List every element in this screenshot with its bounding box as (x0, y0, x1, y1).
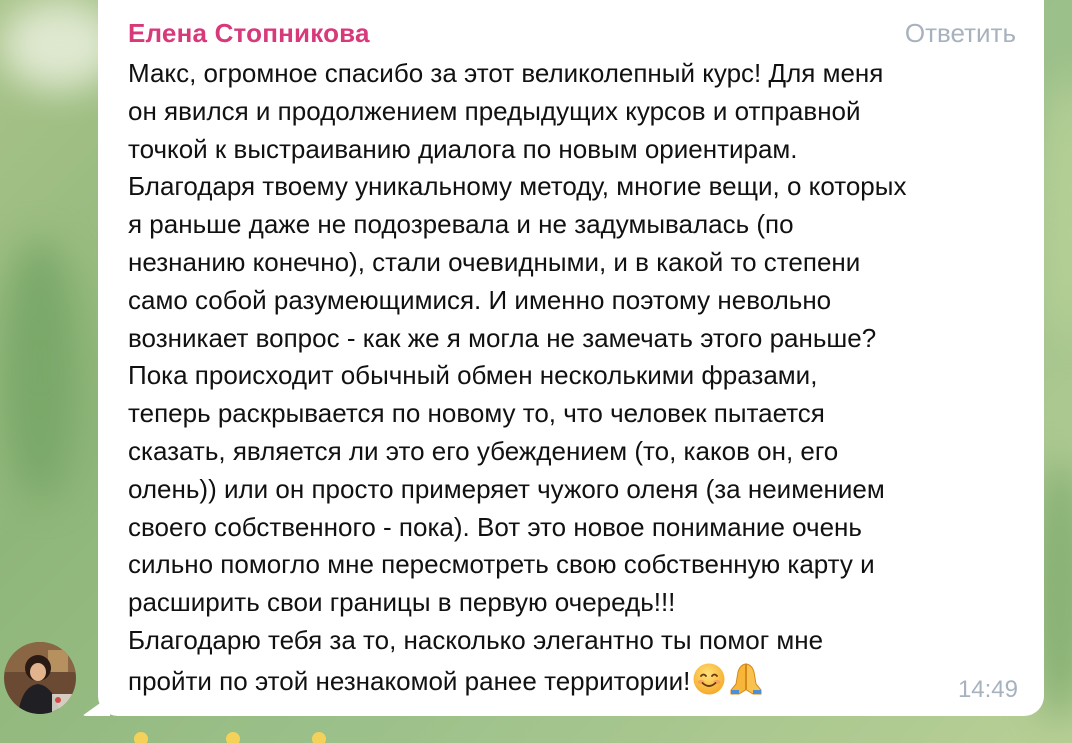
next-message-peek (226, 732, 240, 743)
message-line: сказать, является ли это его убеждением (то, каков он, его (128, 435, 839, 466)
message-line: незнанию конечно), стали очевидными, и в какой то степени (128, 246, 861, 277)
smiling-face-emoji (692, 662, 726, 707)
sender-name[interactable]: Елена Стопникова (128, 18, 370, 48)
background-blob (1040, 80, 1072, 340)
next-message-peek (134, 732, 148, 743)
avatar[interactable] (4, 642, 76, 714)
background-blob (0, 240, 80, 500)
message-line: точкой к выстраиванию диалога по новым ориентирам. (128, 133, 798, 164)
message-line: он явился и продолжением предыдущих курсов и отправной (128, 95, 861, 126)
message-time: 14:49 (957, 676, 1018, 703)
message-line: само собой разумеющимися. И именно поэтому невольно (128, 284, 832, 315)
message-line: Макс, огромное спасибо за этот великолепный курс! Для меня (128, 58, 884, 88)
folded-hands-emoji (728, 660, 764, 707)
message-line: я раньше даже не подозревала и не задумывалась (по (128, 209, 794, 240)
message-line: Благодаря твоему уникальному методу, многие вещи, о которых (128, 171, 907, 202)
message-line: расширить свои границы в первую очередь!!! (128, 587, 676, 618)
message-line: пройти по этой незнакомой ранее территории! (128, 665, 691, 696)
message-line: теперь раскрывается по новому то, что человек пытается (128, 398, 825, 429)
message-line: своего собственного - пока). Вот это новое понимание очень (128, 511, 862, 542)
message-last-line (128, 660, 998, 707)
message-text (128, 55, 998, 707)
message-line: Пока происходит обычный обмен несколькими фразами, (128, 360, 818, 391)
message-line: сильно помогло мне пересмотреть свою собственную карту и (128, 549, 875, 580)
message-line: олень)) или он просто примеряет чужого оленя (за неимением (128, 473, 885, 504)
next-message-peek (312, 732, 326, 743)
message-line: Благодарю тебя за то, насколько элегантно ты помог мне (128, 624, 824, 655)
reply-button[interactable]: Ответить (904, 18, 1016, 48)
message-line: возникает вопрос - как же я могла не замечать этого раньше? (128, 322, 877, 353)
